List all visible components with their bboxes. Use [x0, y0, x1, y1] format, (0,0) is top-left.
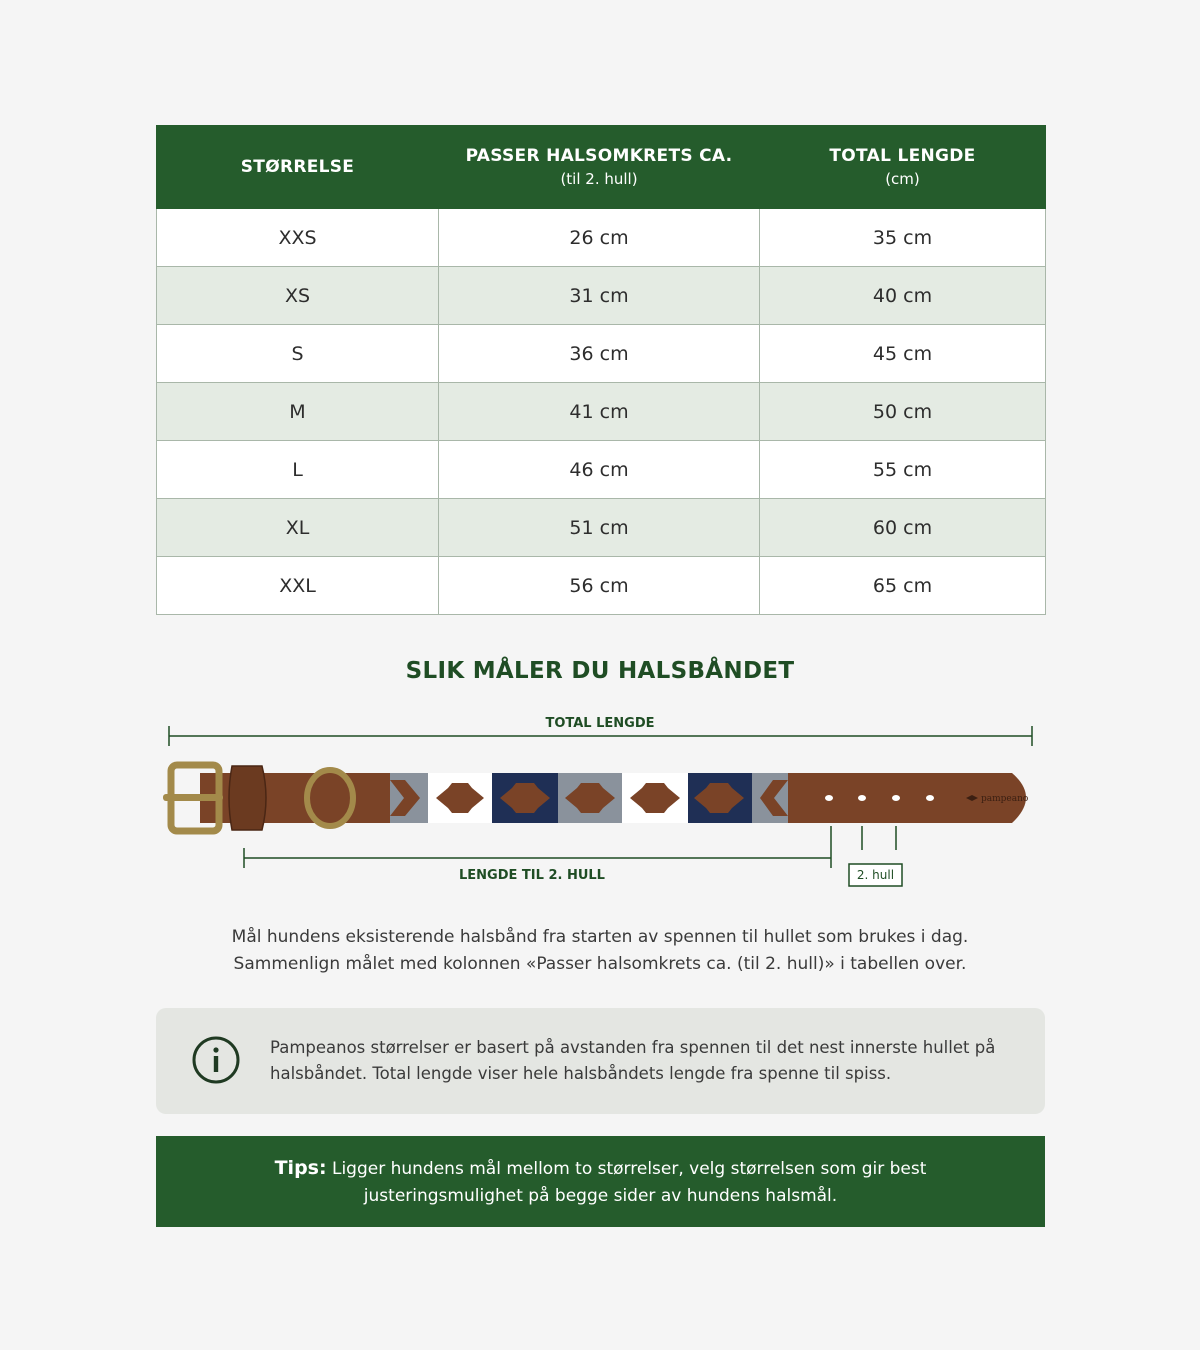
header-neck-sublabel: (til 2. hull): [560, 170, 638, 188]
header-total-label: TOTAL LENGDE: [829, 146, 976, 166]
neck-cell: 41 cm: [439, 383, 760, 441]
table-row: [157, 325, 1046, 383]
brand-logo-text: pampeano: [981, 794, 1029, 804]
total-cell: 65 cm: [760, 557, 1046, 615]
size-cell: XL: [157, 499, 439, 557]
header-size: [157, 126, 439, 209]
header-total: [760, 126, 1046, 209]
size-cell: XS: [157, 267, 439, 325]
total-cell: 55 cm: [760, 441, 1046, 499]
neck-cell: 36 cm: [439, 325, 760, 383]
neck-cell: 31 cm: [439, 267, 760, 325]
header-neck: [439, 126, 760, 209]
total-cell: 45 cm: [760, 325, 1046, 383]
table-row: [157, 383, 1046, 441]
info-text: Pampeanos størrelser er basert på avstanden fra spennen til det nest innerste hullet på halsbåndet. Total lengde viser hele halsbåndets lengde fra spenne til spiss.: [270, 1038, 996, 1083]
header-total-sublabel: (cm): [885, 170, 920, 188]
size-cell: M: [157, 383, 439, 441]
table-row: [157, 209, 1046, 267]
tips-label: Tips:: [274, 1157, 327, 1179]
buckle-pin: [163, 794, 223, 801]
instructions-line-2: Sammenlign målet med kolonnen «Passer halsomkrets ca. (til 2. hull)» i tabellen over.: [233, 954, 967, 974]
info-icon: [192, 1036, 240, 1084]
table-row: [157, 557, 1046, 615]
total-cell: 60 cm: [760, 499, 1046, 557]
info-box: [156, 1008, 1045, 1114]
table-row: [157, 267, 1046, 325]
hole-tag-label: 2. hull: [856, 868, 895, 882]
neck-cell: 26 cm: [439, 209, 760, 267]
neck-cell: 46 cm: [439, 441, 760, 499]
size-cell: XXS: [157, 209, 439, 267]
section-title: SLIK MÅLER DU HALSBÅNDET: [405, 658, 795, 684]
table-row: [157, 441, 1046, 499]
size-cell: S: [157, 325, 439, 383]
collar-diagram: [0, 700, 1200, 895]
neck-cell: 56 cm: [439, 557, 760, 615]
size-table: [156, 125, 1046, 615]
total-cell: 50 cm: [760, 383, 1046, 441]
tips-text: Ligger hundens mål mellom to størrelser, velg størrelsen som gir best justeringsmulighet på begge sider av hundens halsmål.: [331, 1159, 927, 1206]
instructions-line-1: Mål hundens eksisterende halsbånd fra starten av spennen til hullet som brukes i dag.: [231, 927, 969, 947]
tips-content: [216, 1155, 985, 1210]
strap-keeper: [229, 766, 266, 830]
header-neck-label: PASSER HALSOMKRETS CA.: [465, 146, 733, 166]
header-size-label: STØRRELSE: [240, 157, 355, 177]
instructions: [150, 924, 1050, 978]
total-cell: 40 cm: [760, 267, 1046, 325]
tips-box: [156, 1136, 1045, 1227]
total-length-label: TOTAL LENGDE: [545, 716, 655, 731]
hole-length-dimension: [244, 826, 896, 868]
neck-cell: 51 cm: [439, 499, 760, 557]
collar-illustration: [163, 765, 1028, 831]
size-cell: L: [157, 441, 439, 499]
hole-length-label: LENGDE TIL 2. HULL: [459, 868, 605, 883]
total-cell: 35 cm: [760, 209, 1046, 267]
size-cell: XXL: [157, 557, 439, 615]
table-header-row: [157, 126, 1046, 209]
table-row: [157, 499, 1046, 557]
